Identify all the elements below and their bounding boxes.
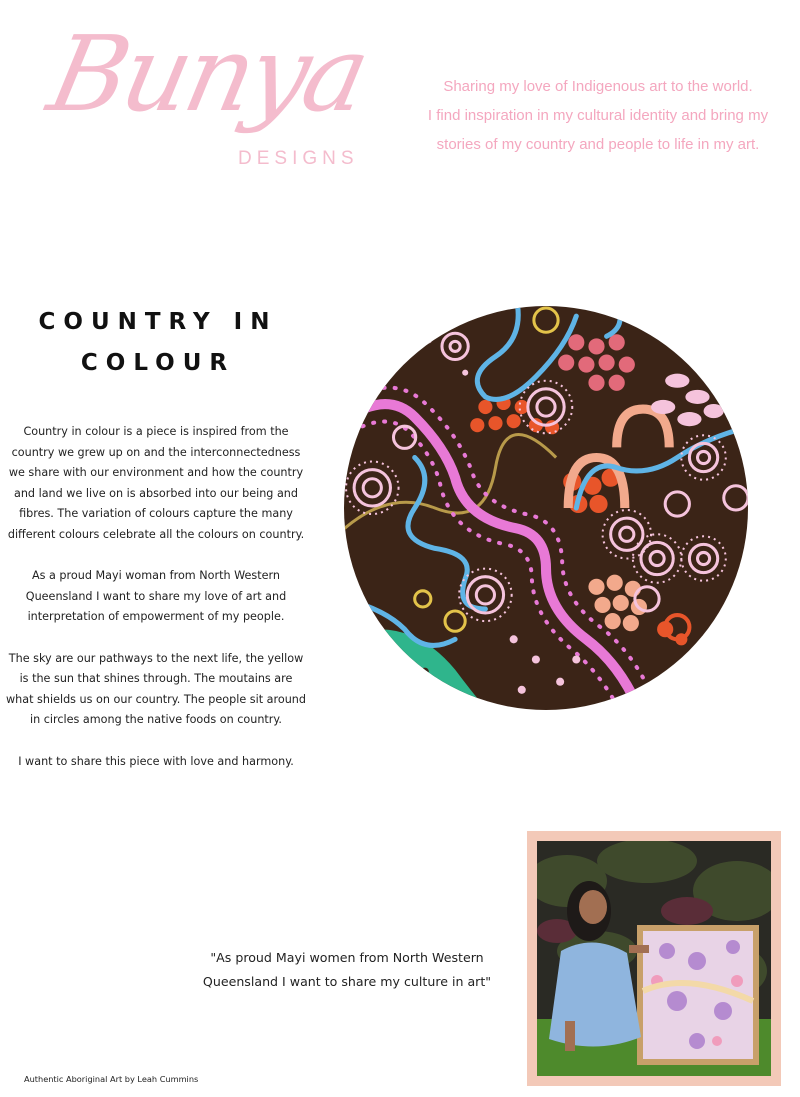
logo-script-wordmark: Bunya [39, 13, 377, 135]
artist-photo [537, 841, 771, 1076]
description-paragraph: Country in colour is a piece is inspired from the country we grew up on and the interconnectedness we share with our environment and how the country and land we live on is absorbed into our being and fibres. The variation of colours capture the many different colours celebrate all the colours on country. [7, 425, 305, 541]
quote-line: "As proud Mayi women from North Western [210, 950, 484, 965]
circular-artwork-image [344, 306, 748, 710]
tagline-line: Sharing my love of Indigenous art to the world. [443, 78, 753, 95]
artist-photo-frame [527, 831, 781, 1086]
quote-line: Queensland I want to share my culture in art" [202, 974, 492, 989]
logo-subtitle: DESIGNS [238, 148, 359, 169]
artwork-title [10, 302, 306, 384]
description-paragraph: The sky are our pathways to the next life, the yellow is the sun that shines through. The moutains are what shields us on our country. The people sit around in circles among the native foods on country. [6, 651, 306, 727]
tagline-line: stories of my country and people to life in my art. [436, 136, 760, 153]
artist-quote [172, 946, 522, 994]
tagline-line: I find inspiration in my cultural identity and bring my [427, 107, 769, 124]
artwork-title-line: COLOUR [80, 350, 236, 376]
artwork-description [6, 422, 306, 793]
description-paragraph: As a proud Mayi woman from North Western Queensland I want to share my love of art and interpretation of empowerment of my people. [25, 569, 287, 624]
description-paragraph: I want to share this piece with love and harmony. [18, 754, 294, 768]
tagline [410, 72, 786, 159]
artist-credit: Authentic Aboriginal Art by Leah Cummins [24, 1074, 199, 1084]
artwork-title-line: COUNTRY IN [38, 309, 278, 335]
